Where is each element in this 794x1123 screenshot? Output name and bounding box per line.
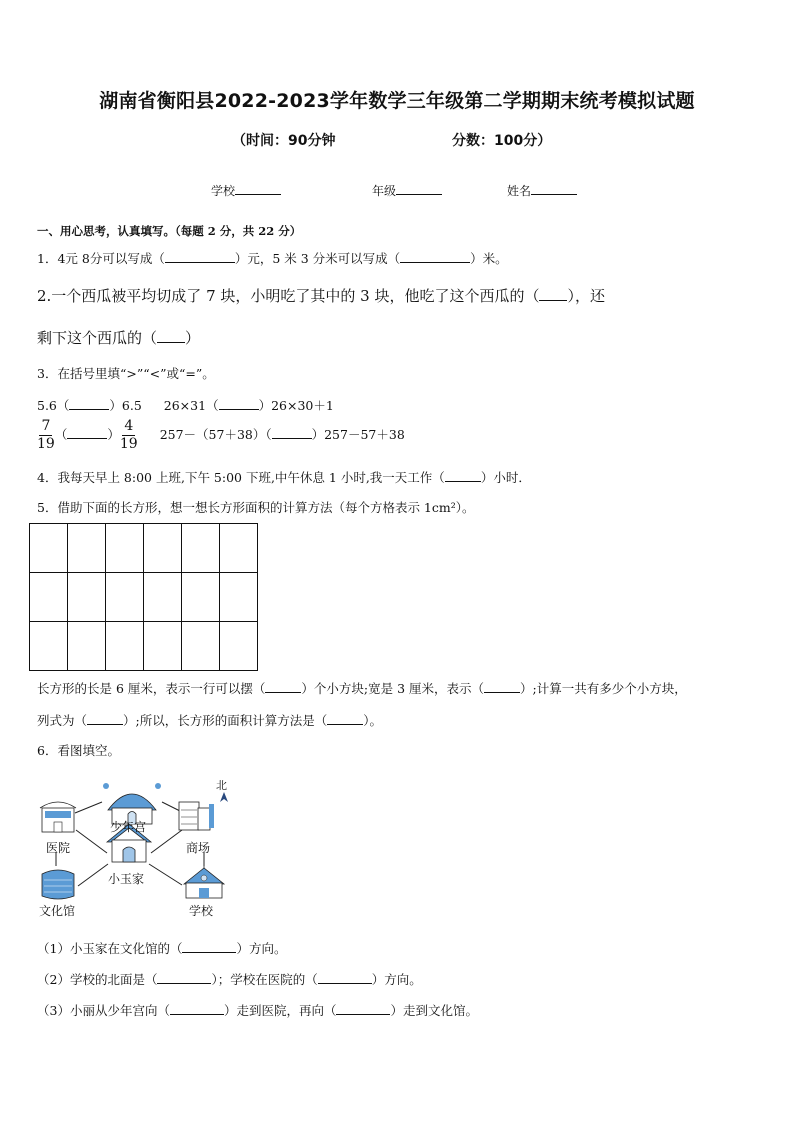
question-2-line-2 <box>37 327 200 348</box>
grid-cell <box>220 573 258 622</box>
rectangle-grid <box>29 523 258 671</box>
q3-blank-2[interactable] <box>219 396 259 410</box>
q2-text-a: 2.一个西瓜被平均切成了 7 块，小明吃了其中的 3 块，他吃了这个西瓜的（ <box>37 287 540 305</box>
school-icon <box>184 862 224 898</box>
q4-text-b: ）小时． <box>480 470 531 485</box>
q5-text-b: ）个小方块;宽是 3 厘米，表示（ <box>301 681 485 696</box>
q6-1-text-b: ）方向。 <box>236 941 287 956</box>
q1-number: 1． <box>37 251 58 266</box>
name-field[interactable] <box>507 182 577 199</box>
question-2-line-1 <box>37 285 605 306</box>
q5-text-d: 列式为（ <box>37 713 88 728</box>
grid-cell <box>68 524 106 573</box>
grid-cell <box>106 622 144 671</box>
q3-d-left: 257－（57＋38）（ <box>159 427 272 442</box>
school-label: 学校 <box>211 184 236 198</box>
grid-cell <box>182 524 220 573</box>
q3-blank-3[interactable] <box>67 425 107 439</box>
grade-blank[interactable] <box>396 183 442 195</box>
frac1-num: 7 <box>41 418 51 434</box>
grid-cell <box>68 573 106 622</box>
q2-text-d: ） <box>185 329 201 347</box>
q2-text-b: ），还 <box>567 287 605 305</box>
q6-3-blank-2[interactable] <box>336 1001 390 1015</box>
cultural-center-icon <box>42 870 74 899</box>
grade-label: 年级 <box>372 184 397 198</box>
exam-time: （时间：90分钟 <box>232 133 336 149</box>
label-mall: 商场 <box>186 841 211 855</box>
question-3-prompt: 3．在括号里填“>”“<”或“=”。 <box>37 366 215 381</box>
fraction-4-19 <box>120 418 138 453</box>
q6-3-text-b: ）走到医院，再向（ <box>223 1003 337 1018</box>
q2-blank-1[interactable] <box>539 285 567 301</box>
fraction-7-19 <box>37 418 55 453</box>
north-label: 北 <box>216 779 227 792</box>
grid-cell <box>220 622 258 671</box>
question-3-row-1 <box>37 396 334 414</box>
question-3-row-2 <box>37 418 405 453</box>
label-cultural-center: 文化馆 <box>39 904 76 918</box>
q6-2-blank-2[interactable] <box>318 970 372 984</box>
q6-2-text-c: ）方向。 <box>371 972 422 987</box>
grid-cell <box>30 573 68 622</box>
question-6-prompt: 6．看图填空。 <box>37 743 120 758</box>
question-5-line-2 <box>37 711 382 729</box>
name-label: 姓名 <box>507 184 532 198</box>
hospital-icon <box>40 802 76 832</box>
question-6-sub-1 <box>37 939 286 957</box>
q3-a-right: ）6.5 <box>109 398 142 413</box>
q6-1-blank[interactable] <box>182 939 236 953</box>
q3-open: （ <box>54 427 68 442</box>
frac2-num: 4 <box>124 418 134 434</box>
question-6-sub-2 <box>37 970 422 988</box>
q6-3-text-a: （3）小丽从少年宫向（ <box>37 1003 170 1018</box>
q6-2-text-b: ）；学校在医院的（ <box>211 972 318 987</box>
q5-text-f: ）。 <box>363 713 382 728</box>
q6-1-text-a: （1）小玉家在文化馆的（ <box>37 941 183 956</box>
q5-text-c: ）;计算一共有多少个小方块， <box>520 681 687 696</box>
grid-cell <box>144 573 182 622</box>
q3-b-right: ）26×30＋1 <box>258 398 334 413</box>
grid-cell <box>106 524 144 573</box>
q5-blank-2[interactable] <box>484 679 520 693</box>
exam-score: 分数：100分） <box>452 133 552 149</box>
grade-field[interactable] <box>372 182 442 199</box>
name-blank[interactable] <box>531 183 577 195</box>
q3-b-left: 26×31（ <box>163 398 219 413</box>
grid-cell <box>144 524 182 573</box>
q5-text-e: ）;所以，长方形的面积计算方法是（ <box>123 713 328 728</box>
q3-a-left: 5.6（ <box>37 398 70 413</box>
grid-cell <box>30 622 68 671</box>
grid-cell <box>144 622 182 671</box>
q6-2-blank-1[interactable] <box>157 970 211 984</box>
label-youth-palace: 少年宫 <box>110 820 147 834</box>
grid-cell <box>182 573 220 622</box>
q3-d-right: ）257－57＋38 <box>311 427 405 442</box>
q6-3-blank-1[interactable] <box>170 1001 224 1015</box>
q4-blank[interactable] <box>445 468 481 482</box>
q5-blank-1[interactable] <box>265 679 301 693</box>
page-title: 湖南省衡阳县2022-2023学年数学三年级第二学期期末统考模拟试题 <box>99 90 695 112</box>
grid-cell <box>106 573 144 622</box>
grid-cell <box>182 622 220 671</box>
frac2-den: 19 <box>119 436 138 452</box>
q1-text-c: ）米。 <box>470 251 508 266</box>
q1-text-b: ）元，5 米 3 分米可以写成（ <box>234 251 401 266</box>
q1-blank-1[interactable] <box>165 249 235 263</box>
grid-cell <box>220 524 258 573</box>
grid-cell <box>30 524 68 573</box>
mall-icon <box>179 802 214 830</box>
question-6-sub-3 <box>37 1001 478 1019</box>
question-1 <box>37 249 508 267</box>
q3-blank-4[interactable] <box>272 425 312 439</box>
q5-blank-3[interactable] <box>87 711 123 725</box>
q2-blank-2[interactable] <box>157 327 185 343</box>
school-field[interactable] <box>211 182 281 199</box>
label-hospital: 医院 <box>46 841 71 855</box>
north-arrow-icon <box>220 792 228 802</box>
q3-blank-1[interactable] <box>69 396 109 410</box>
q2-text-c: 剩下这个西瓜的（ <box>37 329 158 347</box>
question-5-prompt: 5．借助下面的长方形，想一想长方形面积的计算方法（每个方格表示 1cm²）。 <box>37 500 475 515</box>
frac1-den: 19 <box>37 436 55 452</box>
label-school: 学校 <box>189 904 214 918</box>
q6-3-text-c: ）走到文化馆。 <box>390 1003 478 1018</box>
q6-2-text-a: （2）学校的北面是（ <box>37 972 158 987</box>
school-blank[interactable] <box>235 183 281 195</box>
q1-text-a: 4元 8分可以写成（ <box>57 251 165 266</box>
question-5-line-1 <box>37 679 687 697</box>
q5-blank-4[interactable] <box>327 711 363 725</box>
q1-blank-2[interactable] <box>400 249 470 263</box>
direction-map <box>36 780 236 920</box>
q4-text-a: 4．我每天早上 8:00 上班,下午 5:00 下班,中午休息 1 小时,我一天工作（ <box>37 470 445 485</box>
question-4 <box>37 468 531 486</box>
section-heading: 一、用心思考，认真填写。（每题 2 分，共 22 分） <box>37 224 302 238</box>
q3-close: ） <box>107 427 120 442</box>
q5-text-a: 长方形的长是 6 厘米，表示一行可以摆（ <box>37 681 266 696</box>
label-home: 小玉家 <box>108 872 145 886</box>
grid-cell <box>68 622 106 671</box>
